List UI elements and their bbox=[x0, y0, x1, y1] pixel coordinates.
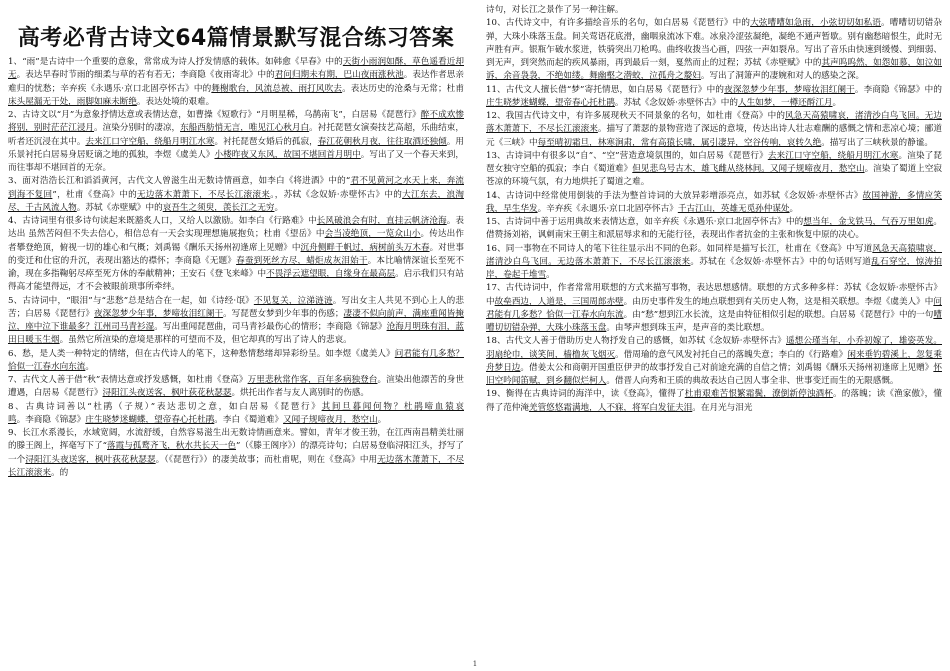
question-text: 。 bbox=[377, 414, 387, 425]
question-text: 。借赞扬刘裕，讽刺南宋王朝主和派屈辱求和的无能行径，表现出作者抗金的主张和恢复中原的决心。 bbox=[486, 217, 942, 241]
question-paragraph bbox=[486, 243, 942, 283]
question-text: 。由琴声想到珠玉声，是声音的类比联想。 bbox=[606, 323, 770, 333]
answer-text: 故垒西边，人道是，三国周郎赤壁 bbox=[494, 296, 624, 307]
question-text: 。衬托琵琶女婚后的孤寂， bbox=[214, 136, 318, 147]
answer-text: 乱石穿空，惊涛拍岸，卷起千堆雪 bbox=[486, 256, 942, 280]
question-text: 。渲染出他漂苦的身世遭遇，白居易《琵琶行》 bbox=[8, 375, 464, 399]
question-paragraph bbox=[8, 215, 464, 295]
answer-text: 大弦嘈嘈如急雨，小弦切切如私语 bbox=[750, 18, 882, 29]
question-text: 。的落魄；读《渔家傲》，懂得了范仲淹 bbox=[486, 389, 942, 413]
answer-text: 落霞与孤鹜齐飞，秋水共长天一色 bbox=[107, 441, 236, 452]
answer-text: 大江东去，浪淘尽，千古风流人物 bbox=[8, 189, 464, 213]
question-text: 。写出重闻琵琶曲，司马青衫最伤心的情形；李商隐《锦瑟》 bbox=[154, 322, 387, 332]
question-paragraph bbox=[8, 348, 464, 375]
question-text: 。由历史事件发生的地点联想到有关历史人物，这是相关联想。李煜《虞美人》中 bbox=[623, 296, 934, 307]
answer-text: 沧海月明珠有泪，蓝田日暖玉生烟 bbox=[8, 322, 464, 346]
question-text: 。渲染了蜀道上空寂苍凉的环境气氛，有力地烘托了蜀道之难。 bbox=[486, 164, 942, 188]
answer-text: 想当年，金戈铁马，气吞万里如虎 bbox=[803, 217, 934, 227]
question-text: 。李商隐《锦瑟》中的 bbox=[854, 84, 942, 95]
question-text: 。嘈嘈切切错杂弹，大珠小珠落玉盘。间关莺语花底滑，幽咽泉流冰下难。冰泉冷涩弦凝绝，凝绝不通声暂歇。别有幽愁暗恨生，此时无声胜有声。银瓶乍破水浆迸，铁骑突出刀枪鸣。曲终收拨当心画，四弦一声如裂帛。写出了音乐由快速到缓慢、到细弱、到无声，到突然而起的疾风暴雨，再到最后一刻，戛然而止的过程；苏轼《赤壁赋》中的 bbox=[486, 18, 942, 68]
answer-text: 春江花朝秋月夜，往往取酒还独倾 bbox=[317, 136, 447, 147]
question-paragraph bbox=[8, 427, 464, 480]
answer-text: 但见悲鸟号古木，雄飞雌从绕林间。又闻子规啼夜月，愁空山 bbox=[632, 164, 865, 174]
question-text: 1、“雨”是古诗中一个重要的意象，常常成为诗人抒发情感的载体。如韩愈《早春》中的 bbox=[8, 57, 343, 67]
answer-text: 哀吾生之须臾，羡长江之无穷 bbox=[162, 202, 275, 213]
answer-text: 遥想公瑾当年，小乔初嫁了，雄姿英发。羽扇纶巾，谈笑间，樯橹灰飞烟灭 bbox=[486, 336, 942, 360]
answer-text: 风急天高猿啸哀，渚清沙白鸟飞回。无边落木萧萧下，不尽长江滚滚来 bbox=[486, 243, 942, 267]
question-paragraph bbox=[8, 56, 464, 109]
question-text: 。启示我们只有站得高才能望得远，才不会被眼前琐事所牵绊。 bbox=[8, 269, 464, 293]
question-text: 。借周瑜的意气风发衬托自己的落魄失意；李白的《行路难》 bbox=[615, 349, 848, 360]
question-paragraph bbox=[8, 295, 464, 348]
question-text: 。衬托琵琶女演奏技艺高超，乐曲结束，听者还沉浸在其中。 bbox=[8, 123, 464, 147]
question-text: 。，苏轼《念奴娇·赤壁怀古》中的 bbox=[270, 189, 403, 200]
question-text: 。表达作者思亲难归的忧愁；辛弃疾《永遇乐·京口北固亭怀古》中的 bbox=[8, 70, 464, 94]
question-text: 。表达早春时节雨的细柔与草的若有若无；李商隐《夜雨寄北》中的 bbox=[16, 70, 275, 81]
question-text: 18、古代文人善于借助历史人物抒发自己的感慨，如苏轼《念奴娇·赤壁怀古》 bbox=[486, 336, 786, 347]
question-text: 。苏轼在《念奴娇·赤壁怀古》中的句话则写道 bbox=[690, 256, 872, 267]
question-text: 。借姜太公和商朝开国重臣伊尹的故事抒发自己对前途充满的自信之情；刘禹锡《酬乐天扬州初逢席上见赠》 bbox=[520, 362, 934, 373]
answer-text: 会当凌绝顶，一览众山小 bbox=[324, 229, 421, 240]
right-column-body bbox=[486, 4, 942, 415]
answer-text: 杜甫艰难苦恨繁霜鬓，潦倒新停浊酒杯 bbox=[684, 389, 834, 400]
answer-text: 浔阳江头夜送客，枫叶荻花秋瑟瑟 bbox=[102, 388, 232, 399]
question-text: 8、古典诗词善以“杜鹃（子规）”表达悲切之意，如白居易《琵琶行》 bbox=[8, 401, 322, 412]
question-text: 诗句，对长江之景作了另一种注解。 bbox=[486, 5, 624, 15]
question-text: 。苏轼《赤壁赋》中的 bbox=[76, 202, 163, 213]
answer-text: 床头屋漏无干处，雨脚如麻未断绝 bbox=[8, 96, 137, 107]
answer-text: 东船西舫悄无言，唯见江心秋月白 bbox=[180, 123, 310, 134]
answer-text: 问君能有几多愁？恰似一江春水向东流 bbox=[486, 296, 942, 320]
question-text: 9、长江水系漫长，水域宽阔，水流舒缓，自然容易滋生出无数诗情画意来。譬如，青年才俊王勃，在江西南昌精美壮丽的滕王阁上，挥毫写下了“ bbox=[8, 428, 464, 452]
question-paragraph bbox=[486, 388, 942, 415]
question-text: 。 bbox=[832, 97, 842, 108]
answer-text: 嘈嘈切切错杂弹，大珠小珠落玉盘 bbox=[486, 309, 942, 333]
question-paragraph bbox=[486, 190, 942, 217]
answer-text: 庄生晓梦迷蝴蝶，望帝春心托杜鹃 bbox=[85, 414, 215, 425]
answer-text: 舞榭歌台，风流总被、雨打风吹去 bbox=[211, 83, 343, 94]
question-text: 4、古诗词里有很多诗句读起来既豁炙人口，又给人以激励。如李白《行路难》中 bbox=[8, 216, 317, 226]
answer-text: 羌管悠悠霜满地，人不寐，将军白发征夫泪 bbox=[528, 402, 693, 413]
question-paragraph bbox=[8, 109, 464, 175]
question-text: ”，杜甫《登高》中的 bbox=[52, 189, 137, 200]
question-paragraph bbox=[486, 84, 942, 111]
answer-text: 浔阳江头夜送客，枫叶荻花秋瑟瑟 bbox=[25, 454, 156, 465]
answer-text: 每至晴初霜旦，林寒涧肃，常有高猿长啸，属引凄异，空谷传响，哀转久绝 bbox=[537, 137, 822, 148]
answer-text: 千古江山，英雄无觅孙仲谋处 bbox=[677, 203, 790, 214]
right-column bbox=[486, 4, 942, 659]
question-paragraph bbox=[486, 335, 942, 388]
answer-text: 故国神游，多情应笑我，早生华发 bbox=[486, 190, 942, 214]
question-text: 。写出了又一个春天来到，而往事却不堪回首的无奈。 bbox=[8, 149, 464, 173]
answer-text: 醉不成欢惨将别，别时茫茫江浸月 bbox=[8, 110, 464, 134]
question-text: 。 bbox=[274, 202, 284, 213]
question-text: 15、古诗词中善于运用典故来表情达意，如辛弃疾《永遇乐·京口北固亭怀古》中的 bbox=[486, 217, 804, 227]
question-paragraph bbox=[486, 282, 942, 335]
question-text: 。用乐景衬托白居易身居贬谪之地的孤独，李煜《虞美人》 bbox=[8, 136, 464, 160]
question-paragraph bbox=[8, 175, 464, 215]
question-text: 。传达出作者攀登绝顶，俯视一切的雄心和气概；刘禹锡《酬乐天扬州初逢席上见赠》中 bbox=[8, 229, 464, 253]
answer-text: 去来江口守空船，绕船月明江水寒 bbox=[767, 150, 899, 161]
question-text: 。借晋人向秀和王质的典故表达自己因人事全非、世事变迁而生的无限感慨。 bbox=[606, 376, 899, 386]
answer-text: 夜深忽梦少年事，梦啼妆泪红阑干 bbox=[94, 308, 224, 319]
question-text: 。烘托出作者与友人离别时的伤感。 bbox=[231, 388, 369, 399]
question-paragraph bbox=[486, 17, 942, 83]
question-text: 6、愁，是人类一种特定的情绪，但在古代诗人的笔下，这种愁情愁绪却异彩纷呈。如李煜《虞美人》 bbox=[8, 348, 395, 359]
answer-text: 凄凄不似向前声，满座重闻皆掩泣，座中泣下谁最多？江州司马青衫湿 bbox=[8, 308, 464, 332]
answer-text: 沉舟侧畔千帆过，病树前头万木春 bbox=[300, 242, 430, 253]
question-text: 17、古代诗词中，作者常常用联想的方式来描写事物，表达思想感情。联想的方式多种多样：苏轼《念奴娇·赤壁怀古》中 bbox=[486, 283, 942, 307]
question-text: 13、古诗词中有很多以“自”、“空”营造意境氛围的，如白居易《琵琶行》 bbox=[486, 150, 768, 161]
question-text: 3、面对浩浩长江和滔滔黄河，古代文人曾滋生出无数诗情画意，如李白《将进酒》中的“ bbox=[8, 176, 351, 187]
question-text: ”（《滕王阁序》）的漂亮诗句；白居易登临浔阳江头，抒写了一个 bbox=[8, 441, 464, 465]
question-text: 5、古诗词中，“眼泪”与“悲愁”总是结合在一起，如《诗经·氓》 bbox=[8, 295, 254, 306]
question-text: 。对世事的变迁和仕宦的升沉，表现出豁达的襟怀；李商隐《无题》 bbox=[8, 242, 464, 266]
answer-text: 其间旦暮闻何物？杜鹃啼血猿哀鸣 bbox=[8, 401, 464, 425]
question-text: 16、同一事物在不同诗人的笔下往往显示出不同的色彩。如同样是描写长江，杜甫在《登高》中写道 bbox=[486, 243, 873, 254]
answer-text: 夜深忽梦少年事，梦啼妆泪红阑干 bbox=[724, 84, 855, 95]
question-text: 。表达历史的沧桑与无常；杜甫 bbox=[342, 83, 464, 94]
question-paragraph bbox=[486, 150, 942, 190]
answer-text: 无边落木萧萧下，不尽长江滚滚来 bbox=[137, 189, 271, 200]
question-text: 。渲染分别时的凄凉， bbox=[94, 123, 181, 134]
question-text: 。李白《蜀道难》 bbox=[214, 414, 284, 425]
answer-text: 人生如梦，一樽还酹江月 bbox=[737, 97, 833, 108]
answer-text: 万里悲秋常作客，百年多病独登台 bbox=[247, 375, 378, 385]
question-paragraph bbox=[486, 110, 942, 150]
answer-text: 又闻子规啼夜月，愁空山 bbox=[283, 414, 378, 425]
question-text: 。在月光与泪光 bbox=[692, 402, 753, 413]
question-text: 。表达处境的艰难。 bbox=[136, 96, 215, 107]
question-text: 。本比喻情深谊长至死不渝，现在多指鞠躬尽瘁至死方休的奉献精神；王安石《登飞来峰》中 bbox=[8, 255, 464, 279]
question-text: 11、古代文人擅长借“梦”寄托情思，如白居易《琵琶行》中的 bbox=[486, 84, 725, 95]
question-text: 。表达出 虽然苦闷但不失去信心，相信总有一天会实现理想施展抱负；杜甫《望岳》中 bbox=[8, 216, 464, 240]
answer-text: 风急天高猿啸哀，渚清沙白鸟飞回。无边落木萧萧下，不尽长江滚滚来 bbox=[486, 111, 942, 135]
question-text: 。虽然它所渲染的意境是那样的可望而不及，但它却真的写出了诗人的悲哀。 bbox=[59, 335, 352, 346]
question-text: 19、衡得在古典诗词的海洋中，读《登高》，懂得了 bbox=[486, 389, 685, 400]
answer-text: 君不见黄河之水天上来，奔流到海不复回 bbox=[8, 176, 464, 200]
answer-text: 不畏浮云遮望眼，自缘身在最高层 bbox=[266, 269, 396, 279]
question-paragraph bbox=[8, 401, 464, 428]
answer-text: 问君能有几多愁？恰似一江春水向东流 bbox=[8, 348, 464, 372]
answer-text: 庄生晓梦迷蝴蝶，望帝春心托杜鹃 bbox=[486, 97, 615, 108]
question-text: 。 bbox=[85, 361, 94, 372]
question-text: 。苏轼《念奴娇·赤壁怀古》中的 bbox=[614, 97, 738, 108]
question-text: 。 bbox=[546, 270, 555, 280]
question-text: 。写出女主人共见不到心上人的悲苦；白居易《琵琶行》 bbox=[8, 295, 464, 319]
answer-text: 无边落木萧萧下，不尽长江滚滚来 bbox=[8, 454, 464, 478]
question-paragraph bbox=[486, 4, 942, 17]
left-column bbox=[8, 4, 464, 659]
question-text: 。 bbox=[789, 203, 799, 214]
document-title: 高考必背古诗文64篇情景默写混合练习答案 bbox=[17, 26, 455, 51]
answer-text: 长风破浪会有时，直挂云帆济沧海 bbox=[316, 216, 447, 226]
question-text: 2、古诗文以“月”为意象抒情达意或表情达意，如曹操《短歌行》“月明星稀，乌鹊南飞”，白居易《琵琶行》 bbox=[8, 110, 421, 120]
question-text: 。（《琵琶行》）的凄美故事；而杜甫呢，则在《登高》中用 bbox=[155, 454, 378, 465]
question-text: 12、我国古代诗文中，有许多展现秋天不同景象的名句，如杜甫《登高》中的 bbox=[486, 111, 786, 121]
answer-text: 怀旧空吟闻笛赋，到乡翻似烂柯人 bbox=[486, 362, 942, 386]
question-text: 。写琵琶女梦到少年事的伤感； bbox=[223, 308, 344, 319]
answer-text: 小楼昨夜又东风，故国不堪回首月明中 bbox=[214, 149, 361, 160]
answer-text: 春蚕到死丝方尽，蜡炬成灰泪始干 bbox=[236, 255, 368, 266]
question-text: 7、古代文人善于借“秋”表情达意或抒发感慨，如杜甫《登高》 bbox=[8, 375, 248, 385]
question-paragraph bbox=[8, 374, 464, 401]
question-paragraph bbox=[486, 216, 942, 243]
question-text: 。辛弃疾《永遇乐·京口北固亭怀古》 bbox=[537, 203, 678, 214]
question-text: 10、古代诗文中，有许多描绘音乐的名句，如白居易《琵琶行》中的 bbox=[486, 18, 751, 29]
page-number: 1 bbox=[472, 660, 478, 668]
question-text: 。的 bbox=[50, 467, 69, 478]
question-text: 。李商隐《锦瑟》 bbox=[16, 414, 86, 425]
answer-text: 天街小雨润如酥，草色遥看近却无 bbox=[8, 57, 464, 81]
answer-text: 去来江口守空船，绕船月明江水寒 bbox=[85, 136, 215, 147]
question-text: 。由“愁”想到江水长流，这是由特征相似引起的联想。白居易《琵琶行》中的一句 bbox=[623, 309, 934, 320]
answer-text: 闲来垂钓碧溪上，忽复乘舟梦日边 bbox=[486, 349, 942, 373]
answer-text: 其声呜呜然，如怨如慕，如泣如诉，余音袅袅，不绝如缕。舞幽壑之潜蛟，泣孤舟之嫠妇 bbox=[486, 58, 942, 82]
question-text: 。描写出了三峡秋景的静谧。 bbox=[821, 137, 933, 148]
answer-text: 不见复关，泣涕涟涟 bbox=[253, 295, 333, 306]
left-column-body bbox=[8, 56, 464, 480]
question-text: 。写出了洞箫声的凄婉和对人的感染之深。 bbox=[700, 71, 865, 82]
answer-text: 君问归期未有期，巴山夜雨涨秋池 bbox=[274, 70, 404, 81]
question-text: 14、古诗词中经常使用倒装的手法为整首诗词的大放异彩增添亮点，如苏轼《念奴娇·赤壁怀古》 bbox=[486, 190, 863, 201]
question-text: 。渲染了琵琶女独守空船的孤寂；李白《蜀道难》 bbox=[486, 150, 942, 174]
question-text: 。描写了萧瑟的景物营造了深远的意境，传达出诗人壮志难酬的感慨之情和悲凉心境；郦道元《三峡》中 bbox=[486, 124, 942, 148]
